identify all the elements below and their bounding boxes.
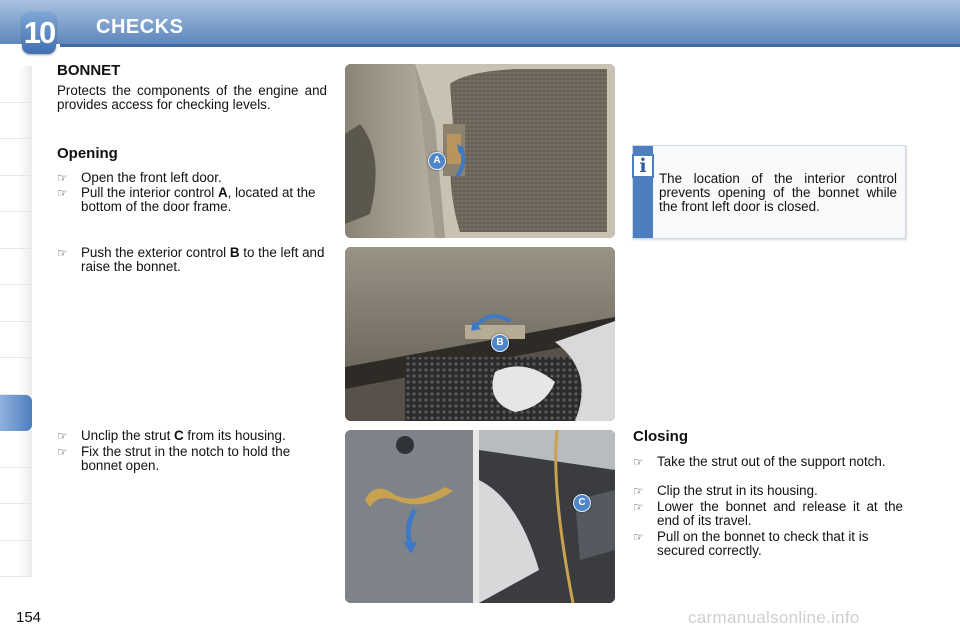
step-text: from its housing. [183, 428, 286, 443]
opening-step-2 [57, 186, 327, 214]
opening-step-5 [57, 445, 327, 473]
control-label-b: B [229, 245, 240, 260]
chapter-number-badge: 10 [22, 12, 56, 54]
bonnet-strut-photo [345, 430, 615, 603]
chapter-tabs [0, 66, 32, 577]
step-text: Push the exterior control [81, 245, 230, 260]
callout-a: A [428, 152, 446, 170]
opening-step-4 [57, 429, 327, 443]
interior-control-photo [345, 64, 615, 238]
pointing-hand-icon: ☞ [57, 429, 68, 443]
pointing-hand-icon: ☞ [57, 445, 68, 459]
pointing-hand-icon: ☞ [633, 455, 644, 469]
closing-step-1 [633, 455, 903, 469]
pointing-hand-icon: ☞ [633, 484, 644, 498]
step-text: Open the front left door. [81, 170, 222, 185]
chapter-tab[interactable] [0, 504, 32, 541]
page-number: 154 [16, 609, 42, 626]
chapter-tab[interactable] [0, 285, 32, 322]
chapter-tab[interactable] [0, 212, 32, 249]
step-text: Unclip the strut [81, 428, 175, 443]
chapter-tab[interactable] [0, 358, 32, 395]
step-text: Pull the interior control [81, 185, 218, 200]
chapter-tab[interactable] [0, 431, 32, 468]
opening-step-1 [57, 171, 327, 185]
pointing-hand-icon: ☞ [57, 246, 68, 260]
closing-step-3 [633, 500, 903, 528]
callout-c: C [573, 494, 591, 512]
exterior-control-illustration [345, 247, 615, 421]
step-text: Pull on the bonnet to check that it is secured correctly. [657, 529, 869, 558]
callout-b: B [491, 334, 509, 352]
opening-step-3 [57, 246, 327, 274]
watermark: carmanualsonline.info [688, 608, 860, 627]
chapter-tab[interactable] [0, 468, 32, 505]
closing-step-2 [633, 484, 903, 498]
chapter-tab[interactable] [0, 541, 32, 578]
pointing-hand-icon: ☞ [633, 530, 644, 544]
chapter-tab[interactable] [0, 139, 32, 176]
closing-step-4 [633, 530, 903, 558]
page-title: CHECKS [96, 16, 184, 38]
chapter-tab[interactable] [0, 176, 32, 213]
chapter-tab[interactable] [0, 322, 32, 359]
info-icon: i [632, 154, 654, 178]
interior-control-illustration [345, 64, 615, 238]
section-title: BONNET [57, 62, 121, 79]
info-note-box [632, 145, 906, 239]
pointing-hand-icon: ☞ [57, 186, 68, 200]
pointing-hand-icon: ☞ [633, 500, 644, 514]
step-text: Take the strut out of the support notch. [657, 454, 886, 469]
exterior-control-photo [345, 247, 615, 421]
chapter-tab[interactable] [0, 66, 32, 103]
control-label-a: A [217, 185, 228, 200]
section-intro: Protects the components of the engine and provides access for checking levels. [57, 83, 327, 112]
step-text: to the left and raise the bonnet. [81, 245, 325, 274]
bonnet-strut-illustration [345, 430, 615, 603]
header-divider [60, 44, 960, 47]
chapter-tab[interactable] [0, 103, 32, 140]
info-note-text: The location of the interior control prevents opening of the bonnet while the front left door is closed. [659, 171, 897, 214]
opening-title: Opening [57, 145, 118, 162]
pointing-hand-icon: ☞ [57, 171, 68, 185]
chapter-tab[interactable] [0, 249, 32, 286]
step-text: , located at the bottom of the door frame. [81, 185, 316, 214]
step-text: Lower the bonnet and release it at the end of its travel. [657, 499, 903, 528]
chapter-tab-active[interactable] [0, 395, 32, 432]
closing-title: Closing [633, 428, 688, 445]
step-text: Clip the strut in its housing. [657, 483, 818, 498]
strut-label-c: C [174, 428, 184, 443]
step-text: Fix the strut in the notch to hold the bonnet open. [81, 444, 291, 473]
